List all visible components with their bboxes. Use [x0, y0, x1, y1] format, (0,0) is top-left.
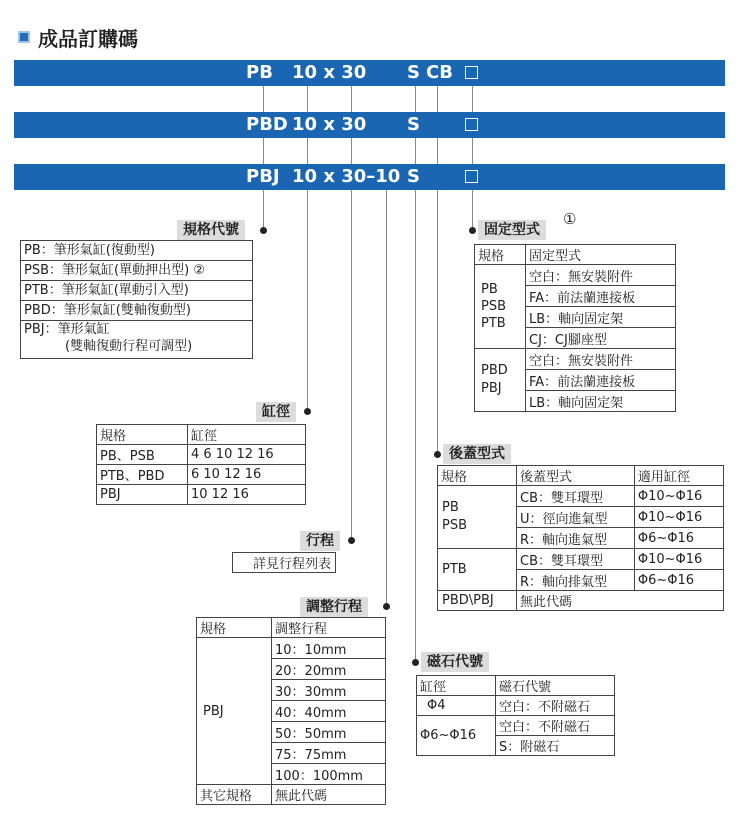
table-row — [97, 465, 306, 485]
model-connector-dot — [260, 227, 267, 234]
adjust-value: 30：30mm — [272, 680, 386, 701]
code-pbd-model: PBD — [246, 114, 288, 135]
table-row — [417, 716, 615, 736]
model-row-ptb: PTB：筆形氣缸(單動引入型) — [21, 281, 252, 301]
fix-value: 空白：無安裝附件 — [526, 349, 676, 370]
table-row — [438, 591, 724, 611]
cover-col-spec: 規格 — [438, 466, 517, 486]
fix-col-spec: 規格 — [475, 245, 526, 265]
fix-spec-ptb: PTB — [481, 316, 506, 331]
code-pbd-size: 10 x 30 — [292, 114, 367, 135]
model-row-pb: PB：筆形氣缸(復動型) — [21, 241, 252, 261]
bore-spec: PBJ — [97, 485, 188, 505]
bore-table — [96, 424, 306, 505]
adjust-col-stroke: 調整行程 — [272, 618, 386, 638]
cover-bore: Φ6~Φ16 — [634, 528, 723, 549]
code-pb-model: PB — [246, 62, 273, 83]
stroke-table — [232, 552, 336, 573]
model-row-pbd: PBD：筆形氣缸(雙軸復動型) — [21, 301, 252, 321]
code-pbj-magnet: S — [407, 166, 420, 187]
table-row — [197, 618, 386, 638]
fix-group2-spec — [475, 349, 526, 412]
adjust-value: 75：75mm — [272, 743, 386, 764]
code-pbd-magnet: S — [407, 114, 420, 135]
fix-value: LB：軸向固定架 — [526, 391, 676, 412]
cover-group1-spec — [438, 486, 517, 549]
adjust-value: 40：40mm — [272, 701, 386, 722]
fix-col-type: 固定型式 — [526, 245, 676, 265]
fix-spec-pbd: PBD — [481, 363, 508, 378]
connector-line-adjust — [386, 184, 387, 606]
connector-line-model — [263, 78, 264, 230]
table-row — [438, 549, 724, 570]
table-row — [417, 696, 615, 716]
table-row — [197, 785, 386, 805]
cover-col-bore: 適用缸徑 — [634, 466, 723, 486]
cover-table — [437, 465, 724, 611]
magnet-col-code: 磁石代號 — [496, 676, 615, 696]
bore-value: 10 12 16 — [188, 485, 306, 505]
model-row-pbj: PBJ：筆形氣缸 — [24, 322, 110, 337]
code-pbd-fix-placeholder-icon — [465, 118, 478, 131]
magnet-value: S：附磁石 — [496, 736, 615, 756]
table-row — [438, 466, 724, 486]
adjust-value: 100：100mm — [272, 764, 386, 785]
model-row-psb: PSB：筆形氣缸(單動押出型) ② — [21, 261, 252, 281]
cover-bore: Φ10~Φ16 — [634, 549, 723, 570]
bore-section-header: 缸徑 — [256, 402, 296, 422]
adjust-value: 10：10mm — [272, 638, 386, 659]
fix-table — [474, 244, 676, 412]
code-pbj-model: PBJ — [246, 166, 280, 187]
code-pbj-size: 10 x 30–10 — [292, 166, 401, 187]
adjust-value: 50：50mm — [272, 722, 386, 743]
magnet-section-header: 磁石代號 — [421, 652, 489, 672]
page-title-row — [18, 24, 138, 50]
bore-spec: PTB、PBD — [97, 465, 188, 485]
code-pbj-fix-placeholder-icon — [465, 170, 478, 183]
bore-col-spec: 規格 — [97, 425, 188, 445]
cover-type: CB：雙耳環型 — [517, 486, 635, 507]
model-row-pbj-desc: (雙軸復動行程可調型) — [65, 339, 193, 354]
fix-group1-spec — [475, 265, 526, 349]
bore-spec: PB、PSB — [97, 445, 188, 465]
table-row — [97, 485, 306, 505]
cover-group2-spec: PTB — [438, 549, 517, 591]
table-row — [97, 425, 306, 445]
fix-note-mark: ① — [563, 210, 577, 228]
bore-connector-dot — [304, 408, 311, 415]
cover-type: R：軸向排氣型 — [517, 570, 635, 591]
code-pb-magnet: S — [407, 62, 420, 83]
adjust-table — [196, 617, 386, 805]
fix-spec-pb: PB — [481, 282, 498, 297]
fix-spec-psb: PSB — [481, 299, 507, 314]
fix-connector-dot — [469, 227, 476, 234]
cover-col-type: 後蓋型式 — [517, 466, 635, 486]
cover-spec-pb: PB — [442, 500, 459, 515]
adjust-section-header: 調整行程 — [300, 597, 368, 617]
code-pb-size: 10 x 30 — [292, 62, 367, 83]
page-title: 成品訂購碼 — [38, 26, 138, 51]
fix-spec-pbj: PBJ — [481, 381, 502, 396]
fix-section-header: 固定型式 — [478, 220, 546, 240]
table-row — [197, 638, 386, 659]
fix-value: CJ：CJ腳座型 — [526, 328, 676, 349]
magnet-bore: Φ4 — [417, 696, 496, 716]
connector-line-fix — [472, 78, 473, 230]
cover-type: CB：雙耳環型 — [517, 549, 635, 570]
connector-line-stroke — [351, 78, 352, 540]
table-row — [438, 486, 724, 507]
adjust-other-spec: 其它規格 — [197, 785, 272, 805]
code-bar-pbd — [14, 112, 725, 138]
table-row — [97, 445, 306, 465]
stroke-note: 詳見行程列表 — [233, 553, 336, 573]
code-bar-pb — [14, 60, 725, 86]
table-row — [475, 349, 676, 370]
fix-value: FA：前法蘭連接板 — [526, 370, 676, 391]
cover-spec-psb: PSB — [442, 518, 468, 533]
magnet-col-bore: 缸徑 — [417, 676, 496, 696]
model-list — [20, 240, 253, 359]
bore-value: 4 6 10 12 16 — [188, 445, 306, 465]
magnet-bore: Φ6~Φ16 — [417, 716, 496, 756]
stroke-section-header: 行程 — [300, 531, 340, 551]
fix-value: 空白：無安裝附件 — [526, 265, 676, 286]
code-pb-fix-placeholder-icon — [465, 66, 478, 79]
table-row — [475, 265, 676, 286]
adjust-col-spec: 規格 — [197, 618, 272, 638]
stroke-connector-dot — [348, 537, 355, 544]
magnet-value: 空白：不附磁石 — [496, 696, 615, 716]
magnet-value: 空白：不附磁石 — [496, 716, 615, 736]
bore-col-bore: 缸徑 — [188, 425, 306, 445]
adjust-spec: PBJ — [197, 638, 272, 785]
adjust-connector-dot — [383, 603, 390, 610]
table-row — [233, 553, 336, 573]
adjust-value: 20：20mm — [272, 659, 386, 680]
cover-section-header: 後蓋型式 — [443, 444, 511, 464]
table-row — [475, 245, 676, 265]
cover-connector-dot — [434, 451, 441, 458]
cover-last-value: 無此代碼 — [517, 591, 724, 611]
title-square-icon — [18, 31, 30, 43]
fix-value: FA：前法蘭連接板 — [526, 286, 676, 307]
bore-value: 6 10 12 16 — [188, 465, 306, 485]
adjust-other-value: 無此代碼 — [272, 785, 386, 805]
code-pb-cover: CB — [426, 62, 453, 83]
cover-type: U：徑向進氣型 — [517, 507, 635, 528]
fix-value: LB：軸向固定架 — [526, 307, 676, 328]
table-row — [417, 676, 615, 696]
model-section-header: 規格代號 — [177, 220, 245, 240]
cover-last-spec: PBD\PBJ — [438, 591, 517, 611]
cover-bore: Φ10~Φ16 — [634, 507, 723, 528]
cover-type: R：軸向進氣型 — [517, 528, 635, 549]
magnet-table — [416, 675, 615, 756]
magnet-connector-dot — [412, 659, 419, 666]
cover-bore: Φ10~Φ16 — [634, 486, 723, 507]
cover-bore: Φ6~Φ16 — [634, 570, 723, 591]
